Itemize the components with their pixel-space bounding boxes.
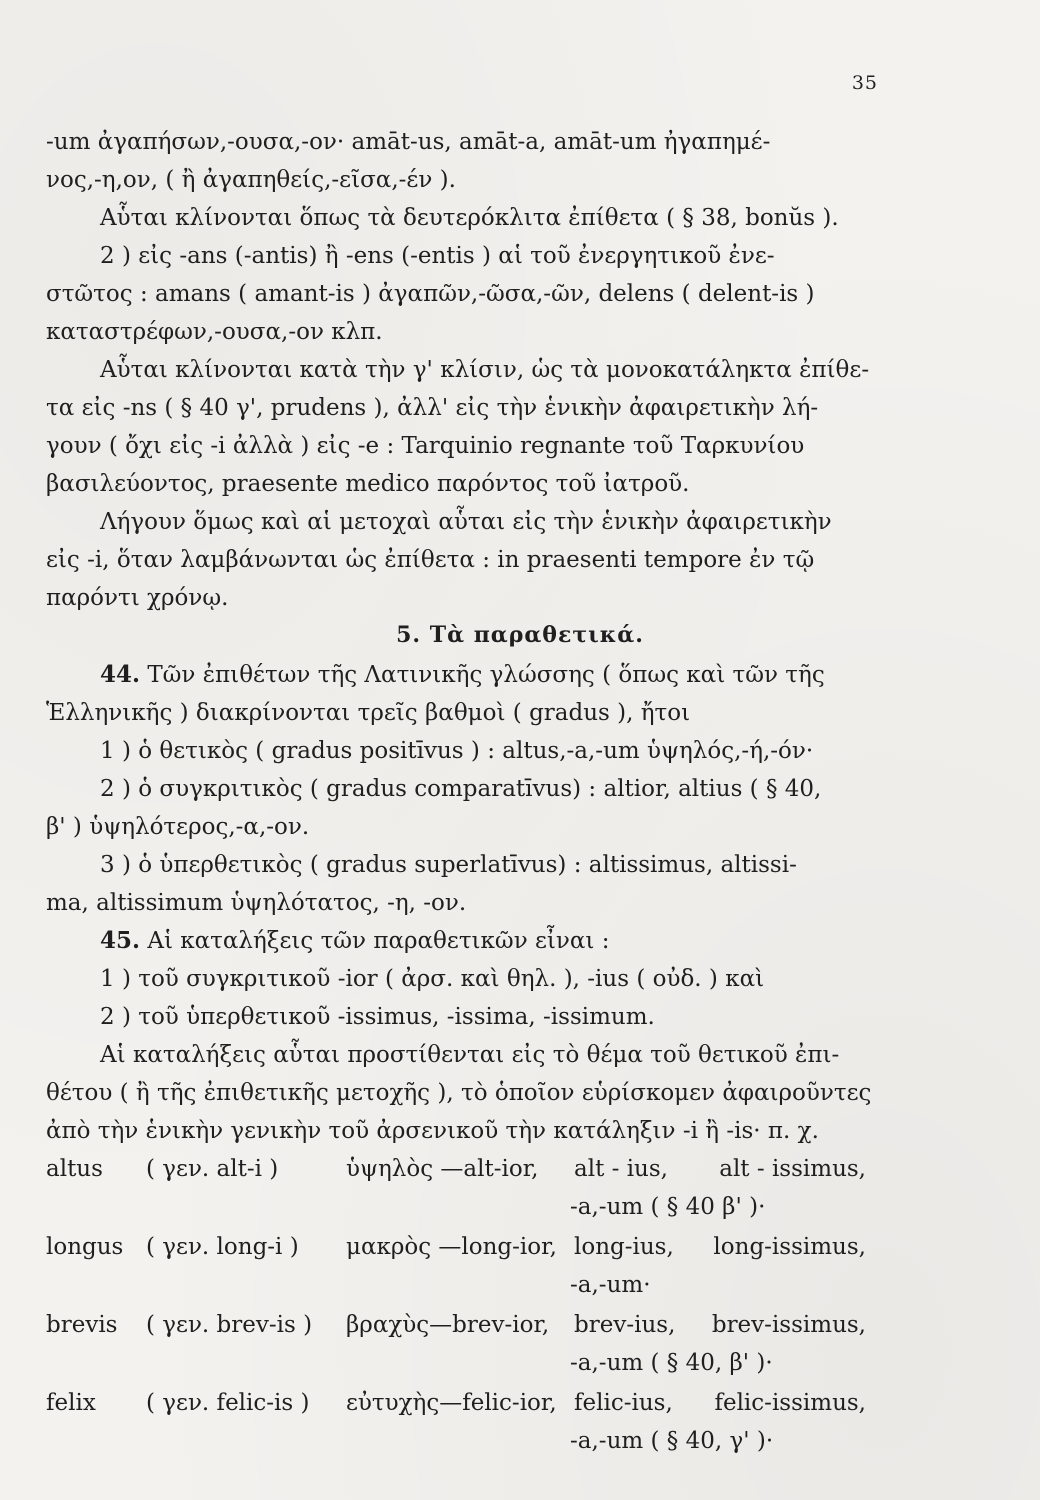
example-superlative: long-issimus, <box>713 1234 866 1260</box>
example-genitive: ( γεν. alt-i ) <box>146 1156 279 1182</box>
text-line: 1 ) ὁ θετικὸς ( gradus positīvus ) : altus,-a,-um ὑψηλός,-ή,-όν· <box>100 738 814 764</box>
text-line: Αὗται κλίνονται ὅπως τὰ δευτερόκλιτα ἐπίθετα ( § 38, bonŭs ). <box>100 205 839 231</box>
example-comparative: εὐτυχὴς—felic-ior, <box>346 1390 557 1416</box>
text-line: β' ) ὑψηλότερος,-α,-ον. <box>46 814 310 840</box>
text-line: Ἑλληνικῆς ) διακρίνονται τρεῖς βαθμοὶ ( gradus ), ἤτοι <box>46 700 691 726</box>
text-line: 1 ) τοῦ συγκριτικοῦ -ior ( ἀρσ. καὶ θηλ. ), -ius ( οὐδ. ) καὶ <box>100 966 765 992</box>
example-comparative-neuter: felic-ius, <box>574 1390 673 1416</box>
text-line: εἰς -i, ὅταν λαμβάνωνται ὡς ἐπίθετα : in praesenti tempore ἐν τῷ <box>46 547 815 573</box>
example-comparative: ὑψηλὸς —alt-ior, <box>346 1156 539 1182</box>
example-superlative: alt - issimus, <box>719 1156 866 1182</box>
example-row <box>46 1310 866 1340</box>
example-word: altus <box>46 1156 103 1182</box>
section-number: 45. <box>100 927 141 954</box>
text-line: βασιλεύοντος, praesente medico παρόντος τοῦ ἰατροῦ. <box>46 471 690 497</box>
example-continuation: -a,-um· <box>570 1272 651 1298</box>
example-genitive: ( γεν. brev-is ) <box>146 1312 313 1338</box>
example-superlative: felic-issimus, <box>714 1390 866 1416</box>
text-line: 3 ) ὁ ὑπερθετικὸς ( gradus superlatīvus) : altissimus, altissi- <box>100 852 797 878</box>
example-row <box>46 1154 866 1184</box>
example-superlative: brev-issimus, <box>711 1312 866 1338</box>
text-line: 2 ) τοῦ ὑπερθετικοῦ -issimus, -issima, -issimum. <box>100 1004 655 1030</box>
text-line: στῶτος : amans ( amant-is ) ἀγαπῶν,-ῶσα,-ῶν, delens ( delent-is ) <box>46 281 815 307</box>
text-line: θέτου ( ἢ τῆς ἐπιθετικῆς μετοχῆς ), τὸ ὁποῖον εὑρίσκομεν ἀφαιροῦντες <box>46 1080 872 1106</box>
section-number: 44. <box>100 661 141 688</box>
example-comparative: βραχὺς—brev-ior, <box>346 1312 550 1338</box>
text-line: ma, altissimum ὑψηλότατος, -η, -ον. <box>46 890 467 916</box>
example-comparative-neuter: long-ius, <box>574 1234 674 1260</box>
text-line: νος,-η,ον, ( ἢ ἀγαπηθείς,-εῖσα,-έν ). <box>46 167 456 193</box>
example-continuation: -a,-um ( § 40, β' )· <box>570 1350 773 1376</box>
section-text: Αἱ καταλήξεις τῶν παραθετικῶν εἶναι : <box>147 928 610 954</box>
text-line: τα εἰς -ns ( § 40 γ', prudens ), ἀλλ' εἰς τὴν ἑνικὴν ἀφαιρετικὴν λή- <box>46 395 819 421</box>
example-continuation: -a,-um ( § 40 β' )· <box>570 1194 766 1220</box>
text-line: Αὗται κλίνονται κατὰ τὴν γ' κλίσιν, ὡς τὰ μονοκατάληκτα ἐπίθε- <box>100 357 870 383</box>
text-line: 2 ) ὁ συγκριτικὸς ( gradus comparatīvus) : altior, altius ( § 40, <box>100 776 822 802</box>
example-continuation: -a,-um ( § 40, γ' )· <box>570 1428 774 1454</box>
example-comparative-neuter: brev-ius, <box>574 1312 676 1338</box>
text-line: καταστρέφων,-ουσα,-ον κλπ. <box>46 319 383 345</box>
section-45-first-line <box>100 926 864 956</box>
section-44-first-line <box>100 660 864 690</box>
text-line: γουν ( ὄχι εἰς -i ἀλλὰ ) εἰς -e : Tarquinio regnante τοῦ Ταρκυνίου <box>46 433 805 459</box>
text-line: Αἱ καταλήξεις αὗται προστίθενται εἰς τὸ θέμα τοῦ θετικοῦ ἐπι- <box>100 1042 840 1068</box>
example-comparative-neuter: alt - ius, <box>574 1156 668 1182</box>
example-row <box>46 1232 866 1262</box>
page-number: 35 <box>851 72 878 94</box>
example-word: brevis <box>46 1312 118 1338</box>
example-word: felix <box>46 1390 96 1416</box>
text-line: -um ἀγαπήσων,-ουσα,-ον· amāt-us, amāt-a, amāt-um ἠγαπημέ- <box>46 129 771 155</box>
example-word: longus <box>46 1234 124 1260</box>
example-genitive: ( γεν. felic-is ) <box>146 1390 310 1416</box>
section-text: Τῶν ἐπιθέτων τῆς Λατινικῆς γλώσσης ( ὅπως καὶ τῶν τῆς <box>147 662 825 688</box>
text-line: ἀπὸ τὴν ἑνικὴν γενικὴν τοῦ ἀρσενικοῦ τὴν κατάληξιν -i ἢ -is· π. χ. <box>46 1118 819 1144</box>
text-line: 2 ) εἰς -ans (-antis) ἢ -ens (-entis ) αἱ τοῦ ἐνεργητικοῦ ἐνε- <box>100 243 775 269</box>
section-heading: 5. Τὰ παραθετικά. <box>396 622 644 648</box>
text-line: παρόντι χρόνῳ. <box>46 585 229 611</box>
text-line: Λήγουν ὅμως καὶ αἱ μετοχαὶ αὗται εἰς τὴν ἑνικὴν ἀφαιρετικὴν <box>100 509 832 535</box>
example-row <box>46 1388 866 1418</box>
example-genitive: ( γεν. long-i ) <box>146 1234 299 1260</box>
example-comparative: μακρὸς —long-ior, <box>346 1234 557 1260</box>
